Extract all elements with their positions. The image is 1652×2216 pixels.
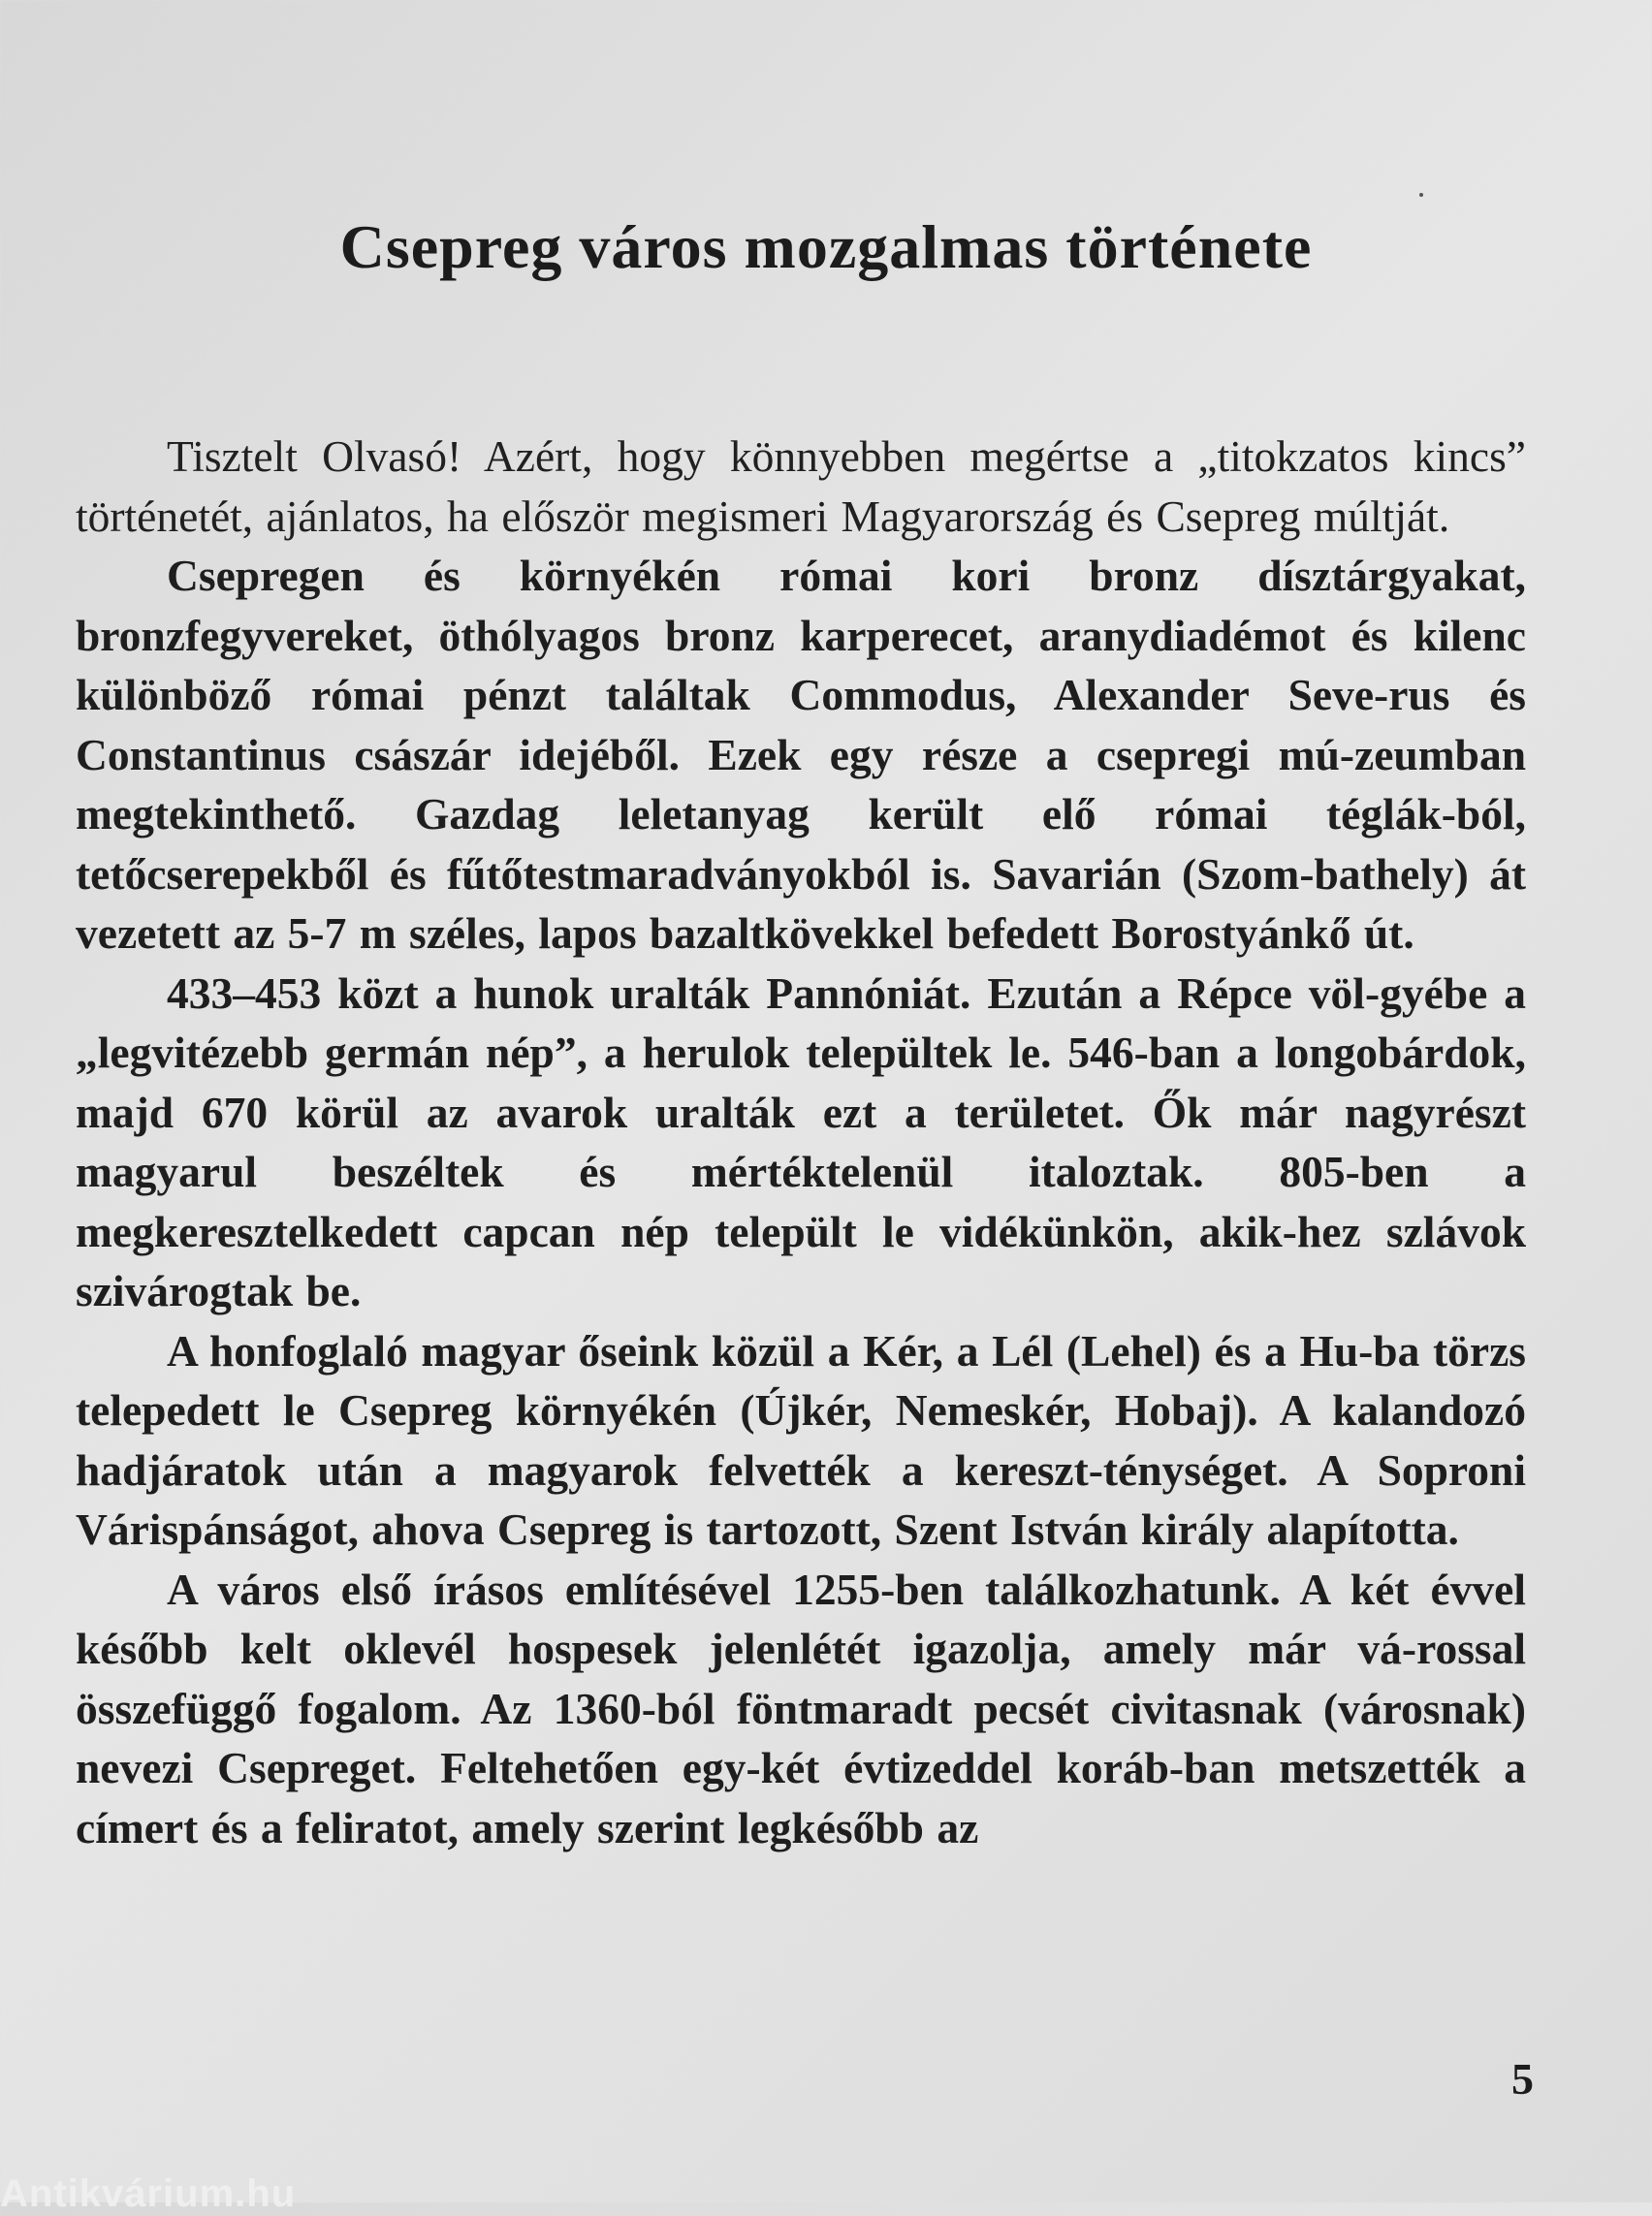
paragraph-first-mention: A város első írásos említésével 1255-ben találkozhatunk. A két évvel később kelt oklevél hospesek jelenlétét igazolja, amely már vá-rossal összefüggő fogalom. Az 1360-ból föntmaradt pecsét civitasnak (városnak) nevezi Csepreget. Feltehetően egy-két évtizeddel koráb-ban metszették a címert és a feliratot, amely szerint legkésőbb az	[76, 1564, 1526, 1852]
page-title: Csepreg város mozgalmas története	[339, 212, 1313, 281]
paragraph-roman-finds: Csepregen és környékén római kori bronz dísztárgyakat, bronzfegyvereket, öthólyagos bronz karperecet, aranydiadémot és kilenc különböző római pénzt találtak Commodus, Alexander Seve-rus és Constantinus császár idejéből. Ezek egy része a csepregi mú-zeumban megtekinthető. Gazdag leletanyag került elő római téglák-ból, tetőcserepekből és fűtőtestmaradványokból is. Savarián (Szom-bathely) át vezetett az 5-7 m széles, lapos bazaltkövekkel befedett Borostyánkő út.	[76, 551, 1526, 958]
paper-speck	[1419, 193, 1423, 197]
paragraph-migration-period: 433–453 közt a hunok uralták Pannóniát. Ezután a Répce völ-gyébe a „legvitézebb germán nép”, a herulok települtek le. 546-ban a longobárdok, majd 670 körül az avarok uralták ezt a területet. Ők már nagyrészt magyarul beszéltek és mértéktelenül italoztak. 805-ben a megkeresztelkedett capcan nép települt le vidékünkön, akik-hez szlávok szivárogtak be.	[76, 967, 1526, 1315]
page-number: 5	[1511, 2054, 1534, 2104]
paragraph-intro: Tisztelt Olvasó! Azért, hogy könnyebben megértse a „titokzatos kincs” történetét, ajánlatos, ha először megismeri Magyarország és Csepreg múltját.	[76, 431, 1526, 541]
paragraph-conquest: A honfoglaló magyar őseink közül a Kér, a Lél (Lehel) és a Hu-ba törzs telepedett le Csepreg környékén (Újkér, Nemeskér, Hobaj). A kalandozó hadjáratok után a magyarok felvették a kereszt-ténységet. A Soproni Várispánságot, ahova Csepreg is tartozott, Szent István király alapította.	[76, 1325, 1526, 1554]
watermark: Antikvárium.hu	[0, 2172, 297, 2215]
body-text	[76, 427, 1526, 1857]
